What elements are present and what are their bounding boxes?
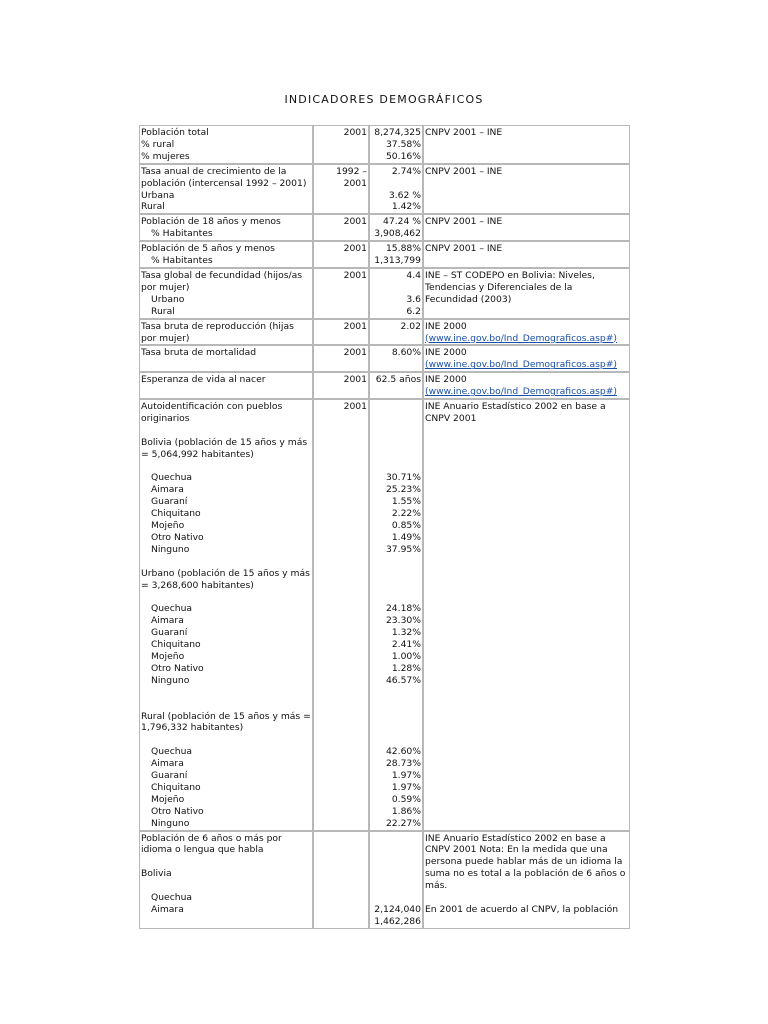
value: 0.59% — [391, 793, 421, 805]
note-text: En 2001 de acuerdo al CNPV, la población — [425, 904, 619, 916]
value: 42.60% — [385, 746, 421, 758]
indicator-cell: Tasa bruta de mortalidad — [139, 345, 313, 372]
value: 0.85% — [391, 520, 421, 531]
language-name: Quechua — [151, 472, 193, 484]
indicator-cell — [139, 214, 313, 241]
language-name: Quechua — [151, 746, 193, 758]
value: 1.32% — [391, 627, 421, 639]
language-name: Ninguno — [151, 817, 190, 829]
value-cell — [369, 164, 423, 215]
value: 2,124,040 — [374, 903, 421, 915]
value: 1,313,799 — [374, 255, 421, 267]
source-cell — [423, 319, 630, 346]
demographic-indicators-table — [139, 125, 630, 929]
value: 1.28% — [391, 662, 421, 674]
year-cell — [313, 831, 369, 929]
value: 1,462,286 — [374, 915, 421, 927]
table-row — [139, 372, 630, 399]
indicator-label: Autoidentificación con pueblos originarios — [141, 401, 286, 424]
source-text: INE 2000 — [425, 374, 467, 386]
language-name: Chiquitano — [151, 508, 201, 520]
value: 1.00% — [391, 650, 421, 662]
source-cell: INE Anuario Estadístico 2002 en base a CNPV 2001 — [423, 399, 630, 831]
value: 4.4 — [406, 269, 421, 281]
indicator-cell: Tasa bruta de reproducción (hijas por mujer) — [139, 319, 313, 346]
value: 37.58% — [385, 138, 421, 150]
source-text: INE 2000 — [425, 347, 467, 359]
indicator-sublabel: % rural — [141, 138, 175, 150]
language-name: Ninguno — [151, 543, 190, 555]
indicator-label: Población de 5 años y menos — [141, 243, 275, 255]
year-cell: 1992 – 2001 — [313, 164, 369, 215]
table-row — [139, 164, 630, 215]
year-cell: 2001 — [313, 241, 369, 268]
value: 8,274,325 — [374, 127, 421, 138]
indicator-cell — [139, 831, 313, 929]
language-name: Quechua — [151, 603, 193, 615]
value-cell — [369, 214, 423, 241]
table-row — [139, 268, 630, 319]
indicator-cell — [139, 164, 313, 215]
indicator-cell: Esperanza de vida al nacer — [139, 372, 313, 399]
indicator-label: Tasa anual de crecimiento de la población (intercensal 1992 – 2001) — [141, 165, 307, 189]
value-cell: 8.60% — [369, 345, 423, 372]
year-cell: 2001 — [313, 125, 369, 164]
indicator-sublabel: Rural — [151, 305, 175, 317]
value-cell — [369, 268, 423, 319]
year-cell: 2001 — [313, 214, 369, 241]
year-cell: 2001 — [313, 399, 369, 831]
indicator-cell — [139, 125, 313, 164]
language-name: Guaraní — [151, 627, 188, 639]
year-cell: 2001 — [313, 372, 369, 399]
language-name: Chiquitano — [151, 639, 201, 651]
language-name: Otro Nativo — [151, 805, 204, 817]
source-cell: CNPV 2001 – INE — [423, 214, 630, 241]
table-row — [139, 831, 630, 929]
value: 2.74% — [391, 165, 421, 177]
indicator-cell — [139, 241, 313, 268]
table-row — [139, 319, 630, 346]
language-name: Guaraní — [151, 496, 188, 508]
indicator-sublabel: % mujeres — [141, 150, 190, 162]
language-name: Mojeño — [151, 651, 185, 662]
language-name: Aimara — [151, 758, 184, 770]
table-row — [139, 214, 630, 241]
indicator-sublabel: Urbano — [151, 293, 185, 305]
value: 47.24 % — [383, 216, 421, 228]
language-name: Aimara — [151, 484, 184, 496]
language-name: Otro Nativo — [151, 531, 204, 543]
indicator-cell — [139, 399, 313, 831]
language-name: Mojeño — [151, 793, 185, 805]
table-row — [139, 125, 630, 164]
value: 3.6 — [406, 293, 421, 305]
source-cell: CNPV 2001 – INE — [423, 164, 630, 215]
group-heading: Rural (población de 15 años y más = 1,796,332 habitantes) — [141, 710, 314, 734]
value: 3,908,462 — [374, 228, 421, 240]
value: 1.49% — [391, 531, 421, 543]
language-name: Aimara — [151, 615, 184, 627]
value: 50.16% — [385, 150, 421, 162]
value-cell — [369, 241, 423, 268]
language-name: Aimara — [151, 903, 184, 915]
value: 30.71% — [385, 472, 421, 484]
indicator-label: Tasa global de fecundidad (hijos/as por mujer) — [141, 269, 305, 293]
indicator-sublabel: Urbana — [141, 189, 175, 201]
value-cell — [369, 831, 423, 929]
value-cell — [369, 399, 423, 831]
source-cell: CNPV 2001 – INE — [423, 125, 630, 164]
language-name: Mojeño — [151, 520, 185, 532]
indicator-label: Población de 18 años y menos — [141, 216, 281, 228]
source-cell: CNPV 2001 – INE — [423, 241, 630, 268]
table-row — [139, 399, 630, 831]
source-cell — [423, 372, 630, 399]
value: 22.27% — [385, 817, 421, 829]
indicator-label: Población de 6 años o más por idioma o lengua que habla — [141, 832, 285, 856]
table-row — [139, 241, 630, 268]
group-heading: Bolivia (población de 15 años y más = 5,064,992 habitantes) — [141, 436, 311, 460]
source-text: INE 2000 — [425, 320, 467, 332]
value: 15.88% — [385, 243, 421, 255]
language-name: Ninguno — [151, 674, 190, 686]
indicator-label: Población total — [141, 127, 209, 138]
indicator-sublabel: Rural — [141, 201, 165, 213]
value: 3.62 % — [388, 189, 421, 201]
value: 1.55% — [391, 496, 421, 508]
page-title: INDICADORES DEMOGRÁFICOS — [284, 93, 484, 106]
value: 1.97% — [391, 781, 421, 793]
value: 1.42% — [391, 201, 421, 213]
group-heading: Bolivia — [141, 868, 172, 880]
language-name: Chiquitano — [151, 781, 201, 793]
value: 23.30% — [385, 615, 421, 627]
ine-link[interactable]: (www.ine.gov.bo/Ind_Demograficos.asp#) — [425, 386, 617, 398]
language-name: Quechua — [151, 892, 193, 904]
year-cell: 2001 — [313, 319, 369, 346]
source-cell: INE – ST CODEPO en Bolivia: Niveles, Tendencias y Diferenciales de la Fecundidad (2003) — [423, 268, 630, 319]
indicator-sublabel: % Habitantes — [151, 255, 213, 267]
value: 2.41% — [391, 639, 421, 650]
indicator-cell — [139, 268, 313, 319]
value-cell: 62.5 años — [369, 372, 423, 399]
source-cell — [423, 345, 630, 372]
source-text: INE Anuario Estadístico 2002 en base a CNPV 2001 Nota: En la medida que una persona puede hablar más de un idioma la suma no es total a la población de 6 años o más. — [425, 832, 629, 892]
ine-link[interactable]: (www.ine.gov.bo/Ind_Demograficos.asp#) — [425, 359, 617, 371]
value: 6.2 — [406, 305, 421, 317]
value: 28.73% — [385, 757, 421, 769]
year-cell: 2001 — [313, 268, 369, 319]
value-cell: 2.02 — [369, 319, 423, 346]
language-name: Otro Nativo — [151, 662, 204, 674]
ine-link[interactable]: (www.ine.gov.bo/Ind_Demograficos.asp#) — [425, 332, 617, 344]
source-cell — [423, 831, 630, 929]
value: 1.97% — [391, 769, 421, 781]
value-cell — [369, 125, 423, 164]
value: 24.18% — [385, 603, 421, 615]
value: 1.86% — [391, 805, 421, 817]
group-heading: Urbano (población de 15 años y más = 3,268,600 habitantes) — [141, 567, 313, 591]
table-row — [139, 345, 630, 372]
value: 25.23% — [385, 484, 421, 496]
value: 2.22% — [391, 508, 421, 520]
value: 37.95% — [385, 543, 421, 555]
language-name: Guaraní — [151, 770, 188, 782]
value: 46.57% — [385, 674, 421, 686]
year-cell: 2001 — [313, 345, 369, 372]
indicator-sublabel: % Habitantes — [151, 228, 213, 240]
